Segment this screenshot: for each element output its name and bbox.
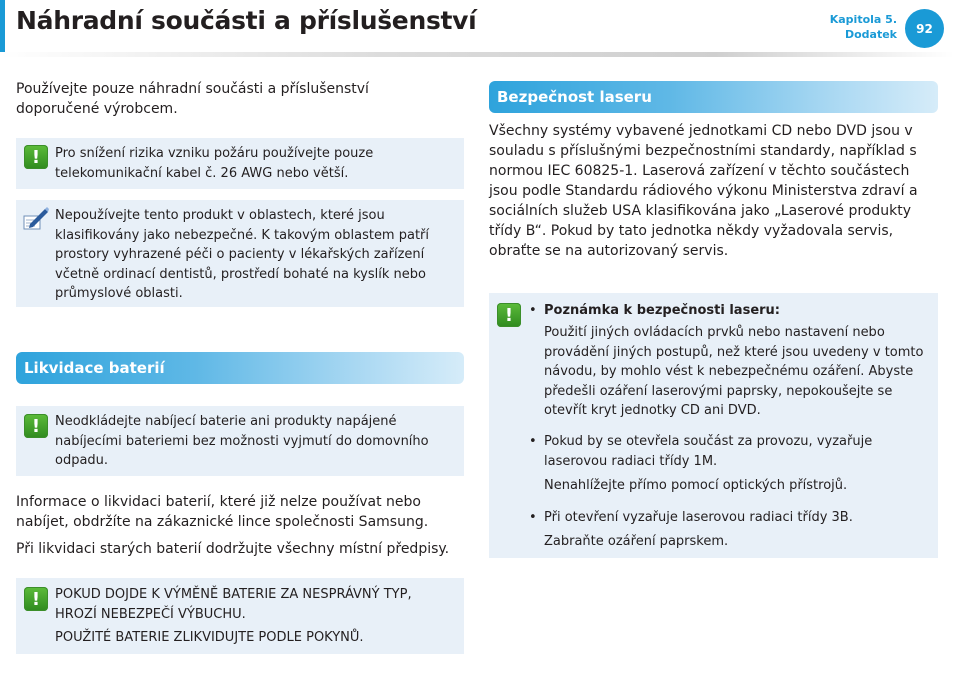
bullet-marker: •: [529, 303, 537, 318]
header-accent-bar: [0, 0, 5, 52]
laser-paragraph: Všechny systémy vybavené jednotkami CD nebo DVD jsou v souladu s příslušnými bezpečnostními standardy, například s normou IEC 60825-1. Laserová zařízení v těchto součástech jsou podle Standardu rádiového výkonu Ministerstva zdraví a sociálních služeb USA klasifikována jako „Laserové produkty třídy B“. Pokud by tato jednotka někdy vyžadovala servis, obraťte se na autorizovaný servis.: [489, 123, 918, 259]
laser-note-box: [489, 293, 938, 558]
chapter-line-1: Kapitola 5.: [829, 13, 897, 26]
battery-local-paragraph: Při likvidaci starých baterií dodržujte všechny místní předpisy.: [16, 541, 450, 557]
laser-bullet-class-1m-sub: Nenahlížejte přímo pomocí optických přístrojů.: [544, 478, 848, 493]
bullet-marker: •: [529, 434, 537, 449]
warning-text-cable: Pro snížení rizika vzniku požáru používejte pouze telekomunikační kabel č. 26 AWG nebo větší.: [55, 146, 374, 181]
exclamation-icon: !: [24, 587, 48, 611]
page-number-badge: 92: [905, 9, 944, 48]
section-header-laser: Bezpečnost laseru: [489, 81, 938, 113]
intro-paragraph: Používejte pouze náhradní součásti a příslušenství doporučené výrobcem.: [16, 81, 369, 117]
battery-info-paragraph: Informace o likvidaci baterií, které již nelze používat nebo nabíjet, obdržíte na zákaznické lince společnosti Samsung.: [16, 494, 429, 530]
warning-box-cable: [16, 138, 464, 189]
exclamation-icon: !: [497, 303, 521, 327]
note-text-hazard: Nepoužívejte tento produkt v oblastech, které jsou klasifikovány jako nebezpečné. K takovým oblastem patří prostory vyhrazené péči o pacienty v lékařských zařízení včetně ordinací dentistů, prostředí bohaté na kyslík nebo průmyslové oblasti.: [55, 208, 430, 301]
pen-note-icon: [21, 206, 49, 232]
note-box-hazard: [16, 200, 464, 307]
laser-note-title: Poznámka k bezpečnosti laseru:: [544, 303, 780, 318]
header-divider: [0, 52, 954, 57]
laser-bullet-class-3b-sub: Zabraňte ozáření paprskem.: [544, 534, 729, 549]
bullet-marker: •: [529, 510, 537, 525]
laser-bullet-class-3b: Při otevření vyzařuje laserovou radiaci třídy 3B.: [544, 510, 853, 525]
warning-text-disposal: Neodkládejte nabíjecí baterie ani produkty napájené nabíjecími bateriemi bez možnosti vyjmutí do domovního odpadu.: [55, 414, 429, 468]
exclamation-icon: !: [24, 145, 48, 169]
laser-note-body: Použití jiných ovládacích prvků nebo nastavení nebo provádění jiných postupů, než které jsou uvedeny v tomto návodu, by mohlo vést k nebezpečnému ozáření. Abyste předešli ozáření laserovými paprsky, nepokoušejte se otevřít kryt jednotky CD ani DVD.: [544, 325, 924, 418]
page-title: Náhradní součásti a příslušenství: [16, 6, 477, 35]
warning-box-disposal: [16, 406, 464, 476]
chapter-line-2: Dodatek: [844, 28, 897, 41]
warning-text-explosion: POKUD DOJDE K VÝMĚNĚ BATERIE ZA NESPRÁVNÝ TYP, HROZÍ NEBEZPEČÍ VÝBUCHU.: [55, 587, 412, 622]
warning-text-dispose-batteries: POUŽITÉ BATERIE ZLIKVIDUJTE PODLE POKYNŮ.: [55, 630, 364, 645]
laser-bullet-class-1m: Pokud by se otevřela součást za provozu, vyzařuje laserovou radiaci třídy 1M.: [544, 434, 873, 469]
warning-box-explosion: [16, 578, 464, 654]
chapter-label: [830, 12, 897, 42]
section-header-batteries: Likvidace baterií: [16, 352, 464, 384]
exclamation-icon: !: [24, 414, 48, 438]
